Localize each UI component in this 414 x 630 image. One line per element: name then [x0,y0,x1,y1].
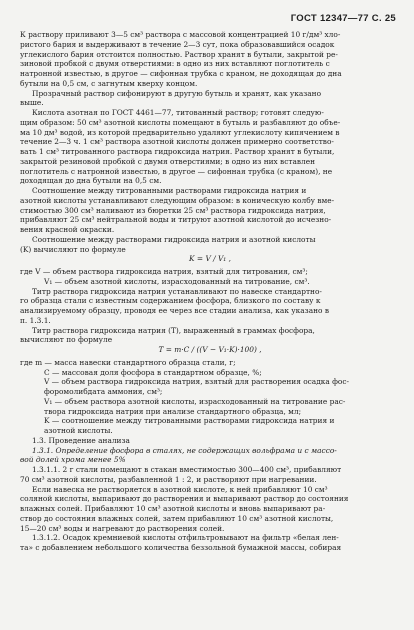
text-line: V — объем раствора гидроксида натрия, взятый для растворения осадка фос- [44,377,350,387]
formula-line: K = V / V₁ , [189,254,231,264]
text-line: Титр раствора гидроксида натрия (T), выраженный в граммах фосфора, [32,325,315,335]
text-line: где m — масса навески стандартного образца стали, г; [20,357,236,367]
text-line: вой долей хрома менее 5% [20,455,126,465]
text-line: зиновой пробкой с двумя отверстиями: в одно из них вставляют поглотитель с [20,59,330,69]
text-line: бутыли на 0,5 см, с загнутым кверху концом. [20,78,198,88]
text-line: вычисляют по формуле [20,335,113,345]
text-line: азотной кислоты. [44,426,113,435]
text-line: доходящая до дна бутыли на 0,5 см. [20,176,162,186]
text-line: 1.3.1. Определение фосфора в сталях, не содержащих вольфрама и с массо- [32,445,337,455]
text-line: твора гидроксида натрия при анализе стандартного образца, мл; [44,406,302,416]
text-line: п. 1.3.1. [20,315,51,325]
text-line: поглотитель с натронной известью, в другое — сифонная трубка (с краном), не [20,166,333,176]
text-line: где V — объем раствора гидроксида натрия, взятый для титрования, см³; [20,267,308,276]
text-line: C — массовая доля фосфора в стандартном образце, %; [44,367,262,377]
text-line: 1.3.1.2. Осадок кремниевой кислоты отфильтровывают на фильтр «белая лен- [32,533,339,543]
formula-line: T = m·C / ((V − V₁·K)·100) , [158,345,262,354]
text-line: К раствору приливают 3—5 см³ раствора с массовой концентрацией 10 г/дм³ хло- [20,30,341,39]
text-line: V₁ — объем раствора азотной кислоты, израсходованный на титрование рас- [44,396,346,406]
text-line: вать 1 см³ титрованного раствора гидроксида натрия. Раствор хранят в бутыли, [20,147,335,156]
text-line: соляной кислоты, выпаривают до растворения и выпаривают раствор до состояния [20,494,349,504]
text-line: форомолибдата аммония, см³; [44,387,163,396]
text-line: анализируемому образцу, проводя ее через все стадии анализа, как указано в [20,306,329,315]
text-line: 15—20 см³ воды и нагревают до растворения солей. [20,523,225,533]
text-line: стимостью 300 см³ наливают из бюретки 25 см³ раствора гидроксида натрия, [20,205,326,215]
page-header: ГОСТ 12347—77 С. 25 [290,13,396,24]
text-line: щим образом: 50 см³ азотной кислоты помещают в бутыль и разбавляют до объе- [20,117,341,127]
text-line: створ до состояния влажных солей, затем прибавляют 10 см³ азотной кислоты, [20,513,334,523]
text-line: та» с добавлением небольшого количества беззольной бумажной массы, собирая [20,543,342,552]
text-line: Соотношение между растворами гидроксида натрия и азотной кислоты [32,234,316,244]
text-line: Соотношение между титрованными растворами гидроксида натрия и [32,186,307,195]
text-line: Кислота азотная по ГОСТ 4461—77, титованный раствор; готовят следую- [32,108,324,117]
text-line: выше. [20,98,44,108]
text-line: углекислого бария отстоится полностью. Раствор хранят в бутыли, закрытой ре- [20,49,338,59]
text-line: влажных солей. Прибавляют 10 см³ азотной кислоты и вновь выпаривают ра- [20,504,326,513]
text-line: 1.3.1.1. 2 г стали помещают в стакан вместимостью 300—400 см³, прибавляют [32,465,342,474]
text-line: 1.3. Проведение анализа [32,435,130,445]
text-line: Если навеска не растворяется в азотной кислоте, к ней прибавляют 10 см³ [32,484,328,494]
text-line: го образца стали с известным содержанием фосфора, близкого по составу к [20,296,321,306]
text-line: K — соотношение между титрованными растворами гидроксида натрия и [44,416,335,426]
text-line: (K) вычисляют по формуле [20,244,126,254]
text-line: Титр раствора гидроксида натрия устанавливают по навеске стандартно- [32,286,322,296]
text-line: течение 2—3 ч. 1 см³ раствора азотной кислоты должен примерно соответство- [20,137,334,147]
document-body [20,30,400,553]
text-line: V₁ — объем азотной кислоты, израсходованный на титрование, см³. [44,276,310,286]
text-line: ма 10 дм³ водой, из которой предварительно удаляют углекислоту кипячением в [20,127,340,137]
text-line: натронной известью, в другое — сифонная трубка с краном, не доходящая до дна [20,69,342,78]
text-line: ристого бария и выдерживают в течение 2—3 сут, пока образовавшийся осадок [20,39,335,49]
text-line: прибавляют 25 см³ нейтральной воды и титруют азотной кислотой до исчезно- [20,215,332,225]
text-line: азотной кислоты устанавливают следующим образом: в коническую колбу вме- [20,195,335,205]
text-line: вения красной окраски. [20,225,115,234]
text-line: Прозрачный раствор сифонируют в другую бутыль и хранят, как указано [32,88,322,98]
text-line: закрытой резиновой пробкой с двумя отверстиями; в одно из них вставлен [20,156,316,166]
text-line: 70 см³ азотной кислоты, разбавленной 1 : 2, и растворяют при нагревании. [20,474,317,484]
